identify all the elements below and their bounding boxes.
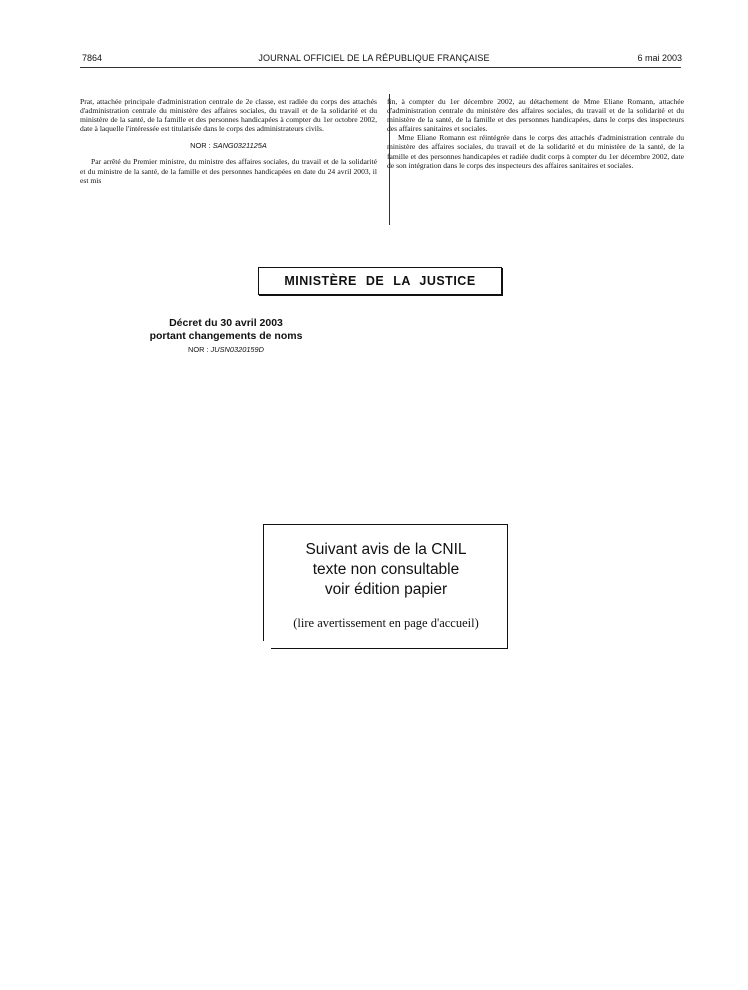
ministry-banner <box>258 267 502 295</box>
nor-reference <box>80 141 377 150</box>
page-number: 7864 <box>82 53 103 63</box>
notice-note: (lire avertissement en page d'accueil) <box>293 616 479 630</box>
right-paragraph-2: Mme Eliane Romann est réintégrée dans le corps des attachés d'administration centrale du ministère des affaires sociales, du travail et de la solidarité et du ministère de la santé, de la famille et des personnes handicapées et radiée dudit corps à compter du 1er décembre 2002, date de son intégration dans le corps des inspecteurs des affaires sanitaires et sociales. <box>387 133 684 170</box>
decree-nor-code: JUSN0320159D <box>210 345 264 354</box>
publication-date: 6 mai 2003 <box>637 53 682 63</box>
notice-border-bottom <box>271 648 508 649</box>
journal-title: JOURNAL OFFICIEL DE LA RÉPUBLIQUE FRANÇAISE <box>258 53 490 63</box>
cnil-notice-box <box>263 524 509 650</box>
left-column <box>80 97 377 185</box>
nor-code: SANG0321125A <box>212 141 267 151</box>
header-rule <box>80 67 681 68</box>
notice-line-3: voir édition papier <box>324 581 448 598</box>
notice-line-1: Suivant avis de la CNIL <box>305 541 467 558</box>
right-column <box>387 97 684 170</box>
left-paragraph-2: Par arrêté du Premier ministre, du ministre des affaires sociales, du travail et de la solidarité et du ministre de la santé, de la famille et des personnes handicapées en date du 24 avril 2003, il est mis <box>80 157 377 185</box>
left-paragraph-1: Prat, attachée principale d'administration centrale de 2e classe, est radiée du corps des attachés d'administration centrale du ministère des affaires sociales, du travail et de la solidarité et du ministère de la santé, de la famille et des personnes handicapées à compter du 1er octobre 2002, date à laquelle l'intéressée est titularisée dans le corps des administrateurs civils. <box>80 97 377 134</box>
decree-subtitle: portant changements de noms <box>149 330 303 342</box>
decree-title: Décret du 30 avril 2003 <box>169 317 283 329</box>
notice-line-2: texte non consultable <box>312 561 460 578</box>
decree-nor-reference <box>108 345 344 354</box>
nor-label: NOR : <box>190 141 211 151</box>
notice-border-top <box>263 524 507 525</box>
right-paragraph-1: fin, à compter du 1er décembre 2002, au détachement de Mme Eliane Romann, attachée d'administration centrale du ministère des affaires sociales, du travail et de la solidarité et du ministère de la santé, de la famille et des personnes handicapées, dans le corps des inspecteurs des affaires sanitaires et sociales. <box>387 97 684 134</box>
decree-nor-label: NOR : <box>187 345 209 354</box>
ministry-title: MINISTÈRE DE LA JUSTICE <box>284 274 476 288</box>
